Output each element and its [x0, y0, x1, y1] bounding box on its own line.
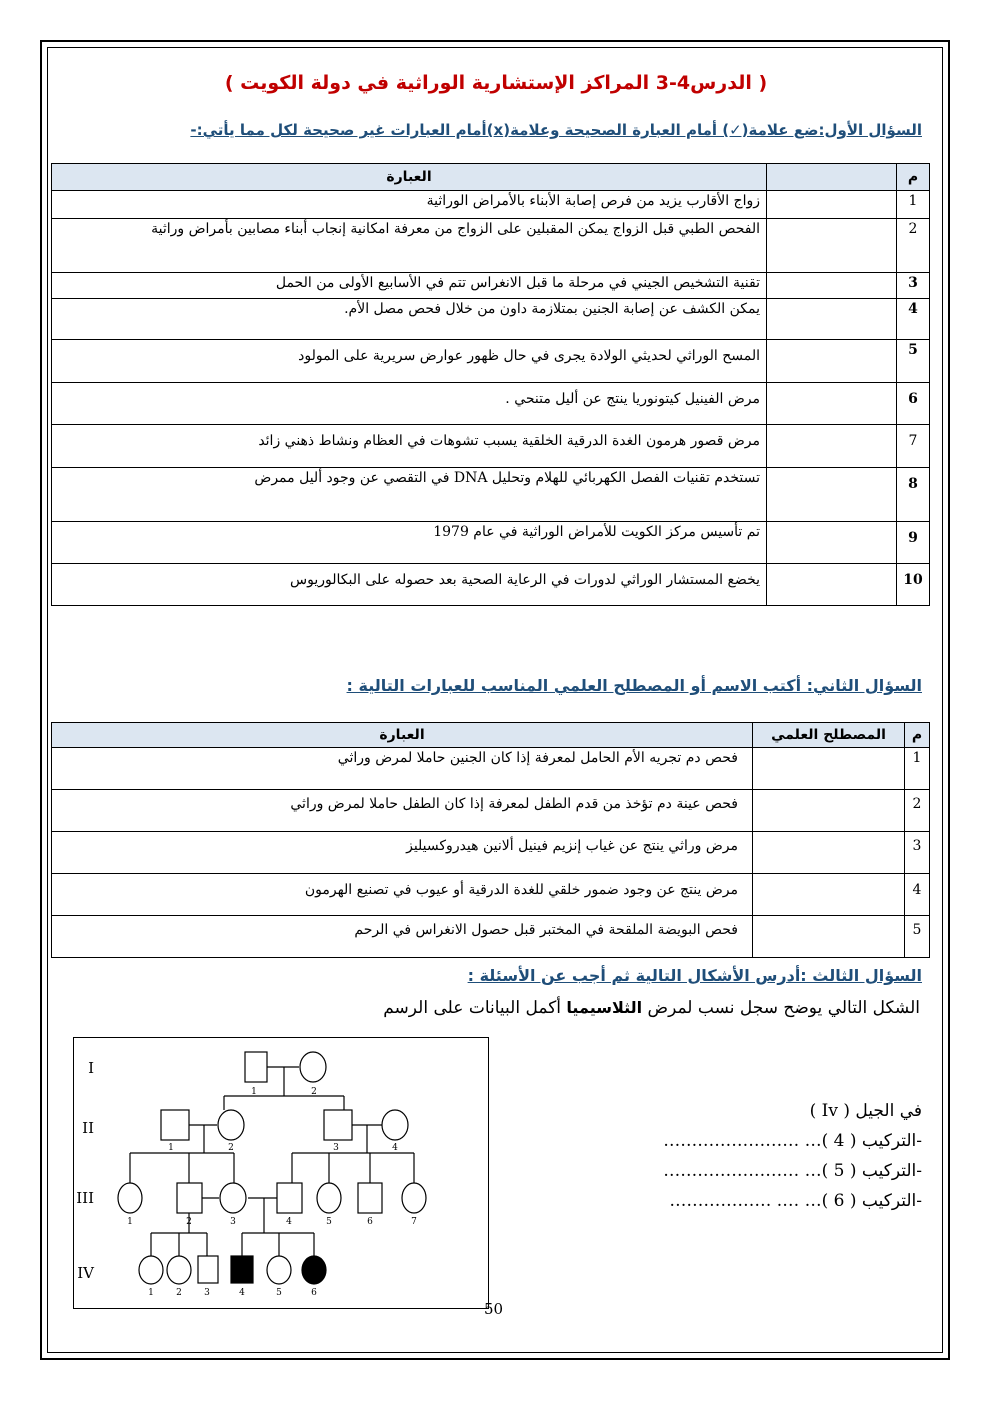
answer-genotype-5[interactable]: -التركيب ( 5 )… …………………… — [663, 1161, 922, 1181]
q1-row-num: 7 — [897, 425, 930, 468]
pedigree-lines — [130, 1067, 414, 1256]
q1-col-answer — [767, 164, 897, 191]
gen3-female-7 — [402, 1183, 426, 1213]
pedigree-svg — [74, 1038, 490, 1310]
q1-row-text: تم تأسيس مركز الكويت للأمراض الوراثية في عام 1979 — [52, 522, 767, 564]
q2-term-cell[interactable] — [753, 916, 905, 958]
q1-row-num: 1 — [897, 191, 930, 219]
gen2-male-3 — [324, 1110, 352, 1140]
q1-answer-cell[interactable] — [767, 564, 897, 606]
q1-row-text: تستخدم تقنيات الفصل الكهربائي للهلام وتحليل DNA في التقصي عن وجود أليل ممرض — [52, 468, 767, 522]
answer-genotype-4[interactable]: -التركيب ( 4 )… …………………… — [663, 1131, 922, 1151]
question-1-heading: السؤال الأول:ضع علامة(✓) أمام العبارة الصحيحة وعلامة(x)أمام العبارات غير صحيحة لكل مما يأتي:- — [190, 121, 922, 139]
disease-name: الثلاسيميا — [566, 998, 643, 1017]
gen1-num-2: 2 — [311, 1087, 317, 1097]
q2-row-text: فحص عينة دم تؤخذ من قدم الطفل لمعرفة إذا كان الطفل حاملا لمرض وراثي — [52, 790, 753, 832]
pedigree-answers — [542, 1096, 922, 1216]
q1-row-num: 8 — [897, 468, 930, 522]
gen3-num-3: 3 — [230, 1217, 236, 1227]
q1-row-text: مرض قصور هرمون الغدة الدرقية الخلقية يسبب تشوهات في العظام ونشاط ذهني زائد — [52, 425, 767, 468]
gen4-female-2 — [167, 1256, 191, 1284]
pedigree-chart — [73, 1037, 489, 1309]
question-2-table — [51, 722, 930, 958]
lesson-title: ( الدرس4-3 المراكز الإستشارية الوراثية في دولة الكويت ) — [224, 72, 768, 94]
q1-row-text: تقنية التشخيص الجيني في مرحلة ما قبل الانغراس تتم في الأسابيع الأولى من الحمل — [52, 273, 767, 299]
gen3-female-3 — [220, 1183, 246, 1213]
generation-labels — [76, 1059, 95, 1282]
q2-col-num: م — [905, 723, 930, 748]
gen1-female-2 — [300, 1052, 326, 1082]
q1-answer-cell[interactable] — [767, 219, 897, 273]
q2-term-cell[interactable] — [753, 832, 905, 874]
q2-row-text: مرض وراثي ينتج عن غياب إنزيم فينيل ألانين هيدروكسيليز — [52, 832, 753, 874]
q1-row-num: 6 — [897, 383, 930, 425]
gen3-male-6 — [358, 1183, 382, 1213]
gen-label-1: I — [88, 1059, 94, 1077]
q1-row-num: 9 — [897, 522, 930, 564]
gen-label-3: III — [76, 1189, 94, 1207]
q1-row-num: 2 — [897, 219, 930, 273]
gen3-num-4: 4 — [286, 1217, 292, 1227]
q1-answer-cell[interactable] — [767, 468, 897, 522]
gen3-num-2: 2 — [186, 1217, 192, 1227]
q2-col-statement: العبارة — [52, 723, 753, 748]
gen3-num-6: 6 — [367, 1217, 373, 1227]
page-number: 50 — [484, 1300, 504, 1318]
answer-generation[interactable]: في الجيل ( Iv ) — [809, 1101, 922, 1121]
gen4-female-6-affected — [302, 1256, 326, 1284]
q2-row-text: فحص دم تجريه الأم الحامل لمعرفة إذا كان الجنين حاملا لمرض وراثي — [52, 748, 753, 790]
q1-row-text: يمكن الكشف عن إصابة الجنين بمتلازمة داون من خلال فحص مصل الأم. — [52, 299, 767, 340]
gen4-num-1: 1 — [148, 1288, 154, 1298]
q1-answer-cell[interactable] — [767, 425, 897, 468]
q1-answer-cell[interactable] — [767, 191, 897, 219]
gen3-female-1 — [118, 1183, 142, 1213]
gen4-female-5 — [267, 1256, 291, 1284]
q1-row-text: المسح الوراثي لحديثي الولادة يجرى في حال ظهور عوارض سريرية على المولود — [52, 340, 767, 383]
q1-col-statement: العبارة — [52, 164, 767, 191]
gen4-num-5: 5 — [276, 1288, 282, 1298]
gen3-male-2 — [177, 1183, 202, 1213]
answer-genotype-6[interactable]: -التركيب ( 6 )… …. ……………… — [669, 1191, 922, 1211]
q2-row-num: 5 — [905, 916, 930, 958]
q1-answer-cell[interactable] — [767, 522, 897, 564]
gen4-male-4-affected — [231, 1256, 253, 1283]
q1-row-num: 4 — [897, 299, 930, 340]
gen-label-2: II — [82, 1119, 94, 1137]
pedigree-intro — [383, 998, 920, 1018]
q1-col-num: م — [897, 164, 930, 191]
q1-row-num: 5 — [897, 340, 930, 383]
gen2-female-2 — [218, 1110, 244, 1140]
gen3-num-7: 7 — [411, 1217, 417, 1227]
q1-answer-cell[interactable] — [767, 383, 897, 425]
gen4-male-3 — [198, 1256, 218, 1283]
q2-term-cell[interactable] — [753, 790, 905, 832]
question-2-heading: السؤال الثاني: أكتب الاسم أو المصطلح العلمي المناسب للعبارات التالية : — [346, 676, 922, 695]
gen2-female-4 — [382, 1110, 408, 1140]
gen3-num-5: 5 — [326, 1217, 332, 1227]
gen4-num-3: 3 — [204, 1288, 210, 1298]
gen3-num-1: 1 — [127, 1217, 133, 1227]
gen2-male-1 — [161, 1110, 189, 1140]
q2-term-cell[interactable] — [753, 748, 905, 790]
gen4-num-4: 4 — [239, 1288, 245, 1298]
pedigree-intro-after: أكمل البيانات على الرسم — [383, 998, 567, 1018]
question-1-table — [51, 163, 930, 606]
question-3-heading: السؤال الثالث :أدرس الأشكال التالية ثم أجب عن الأسئلة : — [467, 966, 922, 985]
q1-answer-cell[interactable] — [767, 340, 897, 383]
q1-row-text: الفحص الطبي قبل الزواج يمكن المقبلين على الزواج من معرفة امكانية إنجاب أبناء مصابين بأمراض وراثية — [52, 219, 767, 273]
q2-col-term: المصطلح العلمي — [753, 723, 905, 748]
q2-row-text: مرض ينتج عن وجود ضمور خلقي للغدة الدرقية أو عيوب في تصنيع الهرمون — [52, 874, 753, 916]
q2-row-num: 4 — [905, 874, 930, 916]
q1-row-text: زواج الأقارب يزيد من فرص إصابة الأبناء بالأمراض الوراثية — [52, 191, 767, 219]
q1-row-num: 3 — [897, 273, 930, 299]
q1-row-text: يخضع المستشار الوراثي لدورات في الرعاية الصحية بعد حصوله على البكالوريوس — [52, 564, 767, 606]
q1-answer-cell[interactable] — [767, 299, 897, 340]
pedigree-symbols — [118, 1052, 426, 1284]
pedigree-intro-before: الشكل التالي يوضح سجل نسب لمرض — [642, 998, 920, 1018]
gen2-num-1: 1 — [168, 1143, 174, 1153]
q2-row-num: 3 — [905, 832, 930, 874]
gen4-num-6: 6 — [311, 1288, 317, 1298]
gen2-num-3: 3 — [333, 1143, 339, 1153]
gen2-num-2: 2 — [228, 1143, 234, 1153]
q2-row-text: فحص البويضة الملقحة في المختبر قبل حصول الانغراس في الرحم — [52, 916, 753, 958]
gen1-male-1 — [245, 1052, 267, 1082]
gen3-female-5 — [317, 1183, 341, 1213]
gen2-num-4: 4 — [392, 1143, 398, 1153]
q1-row-text: مرض الفينيل كيتونوريا ينتج عن أليل متنحي . — [52, 383, 767, 425]
q1-answer-cell[interactable] — [767, 273, 897, 299]
gen1-num-1: 1 — [251, 1087, 257, 1097]
q1-row-num: 10 — [897, 564, 930, 606]
gen4-female-1 — [139, 1256, 163, 1284]
gen-label-4: IV — [77, 1264, 94, 1282]
q2-row-num: 1 — [905, 748, 930, 790]
gen4-num-2: 2 — [176, 1288, 182, 1298]
gen3-male-4 — [277, 1183, 302, 1213]
q2-row-num: 2 — [905, 790, 930, 832]
q2-term-cell[interactable] — [753, 874, 905, 916]
